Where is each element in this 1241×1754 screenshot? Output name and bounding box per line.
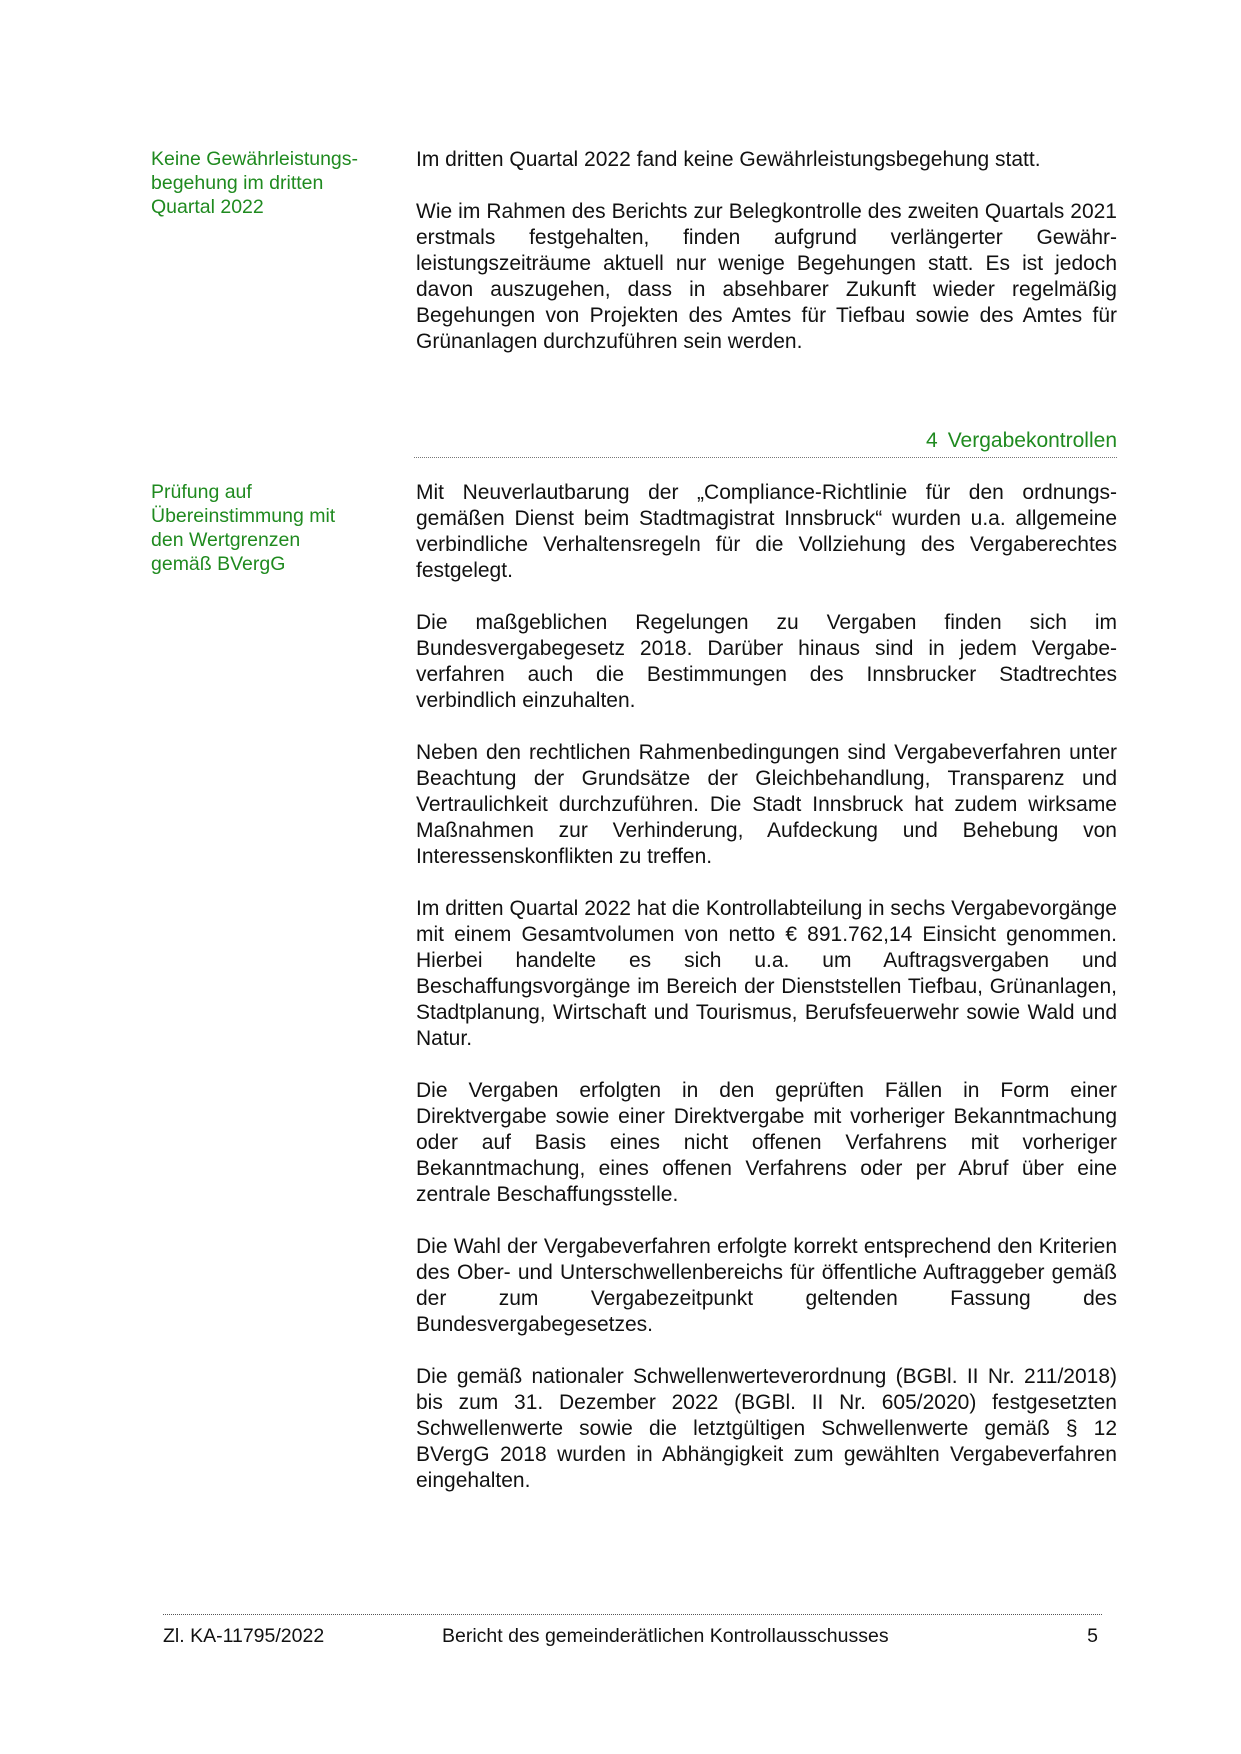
paragraph: Die maßgeblichen Regelungen zu Vergaben finden sich im Bundesvergabegesetz 2018. Darüber hinaus sind in jedem Vergabeverfahren auch die Bestimmungen des Innsbrucker Stadtrechtes verbindlich einzuhalten. bbox=[416, 611, 1117, 712]
paragraph: Die gemäß nationaler Schwellenwerteverordnung (BGBl. II Nr. 211/2018) bis zum 31. Dezember 2022 (BGBl. II Nr. 605/2020) festgesetzten Schwellenwerte sowie die letztgültigen Schwellenwerte gemäß § 12 BVergG 2018 wurden in Abhängigkeit zum gewählten Vergabeverfahren eingehalten. bbox=[416, 1365, 1117, 1492]
document-reference: Zl. KA-11795/2022 bbox=[163, 1625, 325, 1647]
page-number: 5 bbox=[1087, 1625, 1098, 1647]
margin-note-line: Übereinstimmung mit bbox=[151, 505, 336, 527]
footer-divider bbox=[163, 1614, 1102, 1615]
margin-note-line: begehung im dritten bbox=[151, 172, 324, 194]
paragraph: Die Wahl der Vergabeverfahren erfolgte korrekt entsprechend den Kriterien des Ober- und Unterschwellenbereichs für öffentliche Auftraggeber gemäß der zum Vergabezeitpunkt geltenden Fassung des Bundesvergabegesetzes. bbox=[416, 1235, 1117, 1336]
paragraph: Im dritten Quartal 2022 fand keine Gewährleistungsbegehung statt. bbox=[416, 148, 1041, 171]
paragraph: Wie im Rahmen des Berichts zur Belegkontrolle des zweiten Quartals 2021 erstmals festgehalten, finden aufgrund verlängerter Gewährleistungszeiträume aktuell nur wenige Begehungen statt. Es ist jedoch davon auszugehen, dass in absehbarer Zukunft wieder regelmäßig Begehungen von Projekten des Amtes für Tiefbau sowie des Amtes für Grünanlagen durchzuführen sein werden. bbox=[416, 200, 1117, 353]
paragraph: Im dritten Quartal 2022 hat die Kontrollabteilung in sechs Vergabevorgänge mit einem Gesamtvolumen von netto € 891.762,14 Einsicht genommen. Hierbei handelte es sich u.a. um Auftragsvergaben und Beschaffungsvorgänge im Bereich der Dienststellen Tiefbau, Grünanlagen, Stadtplanung, Wirtschaft und Tourismus, Berufsfeuerwehr sowie Wald und Natur. bbox=[416, 897, 1117, 1050]
section-title: Vergabekontrollen bbox=[947, 429, 1117, 452]
paragraph: Mit Neuverlautbarung der „Compliance-Richtlinie für den ordnungsgemäßen Dienst beim Stadtmagistrat Innsbruck“ wurden u.a. allgemeine verbindliche Verhaltensregeln für die Vollziehung des Vergaberechtes festgelegt. bbox=[416, 481, 1117, 582]
paragraph: Die Vergaben erfolgten in den geprüften Fällen in Form einer Direktvergabe sowie einer Direktvergabe mit vorheriger Bekanntmachung oder auf Basis eines nicht offenen Verfahrens mit vorheriger Bekanntmachung, eines offenen Verfahrens oder per Abruf über eine zentrale Beschaffungsstelle. bbox=[416, 1079, 1117, 1206]
margin-note-line: gemäß BVergG bbox=[151, 553, 286, 575]
margin-note-warranty bbox=[151, 147, 376, 219]
warranty-section bbox=[416, 147, 1117, 355]
margin-note-line: Prüfung auf bbox=[151, 481, 252, 503]
section-number: 4 bbox=[926, 429, 938, 452]
margin-note-line: Keine Gewährleistungs- bbox=[151, 148, 359, 170]
margin-note-line: den Wertgrenzen bbox=[151, 529, 301, 551]
page-footer bbox=[163, 1623, 1102, 1649]
margin-note-vergabe bbox=[151, 480, 376, 576]
report-title: Bericht des gemeinderätlichen Kontrollausschusses bbox=[442, 1625, 889, 1647]
paragraph: Neben den rechtlichen Rahmenbedingungen sind Vergabeverfahren unter Beachtung der Grundsätze der Gleichbehandlung, Transparenz und Vertraulichkeit durchzuführen. Die Stadt Innsbruck hat zudem wirksame Maßnahmen zur Verhinderung, Aufdeckung und Behebung von Interessenskonflikten zu treffen. bbox=[416, 741, 1117, 868]
vergabe-section bbox=[416, 480, 1117, 1494]
margin-note-line: Quartal 2022 bbox=[151, 196, 264, 218]
section-heading bbox=[414, 428, 1117, 458]
